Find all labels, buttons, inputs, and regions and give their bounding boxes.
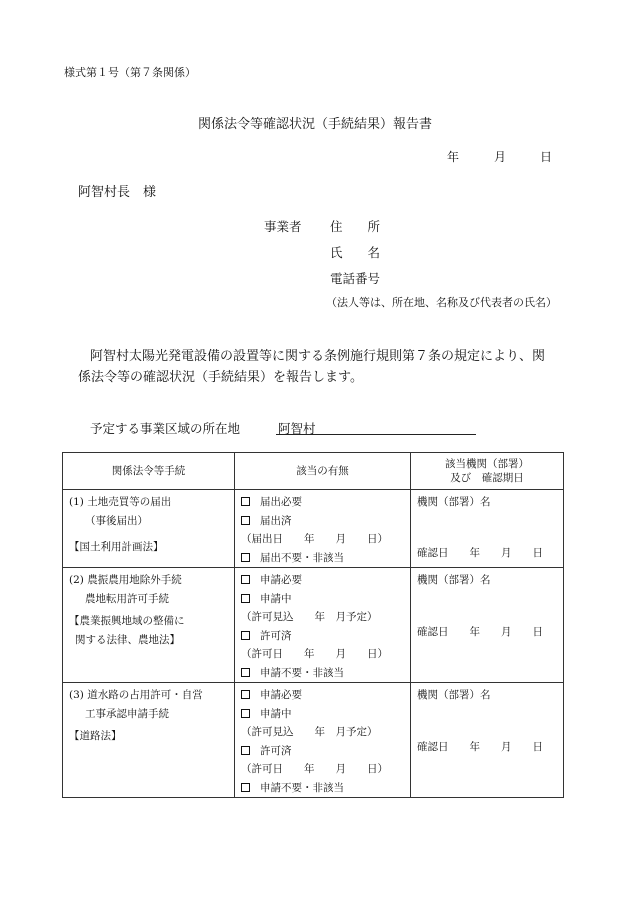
procedure-law: 【道路法】	[69, 730, 122, 742]
procedure-subtitle: 農地転用許可手続	[85, 592, 169, 605]
procedure-cell	[63, 683, 235, 798]
option-expected-line: （許可見込 年 月予定）	[241, 726, 378, 738]
option-label: 申請必要	[260, 689, 302, 701]
table-header-row	[63, 453, 564, 490]
option-label: 申請中	[260, 707, 292, 720]
procedure-subtitle: 工事承認申請手続	[85, 707, 169, 720]
procedure-law-cont: 関する法律、農地法】	[75, 633, 180, 646]
option-date-line: （許可日 年 月 日）	[241, 648, 388, 660]
checkbox-icon[interactable]	[241, 594, 250, 603]
date-day-label: 日	[540, 150, 553, 164]
checkbox-icon[interactable]	[241, 631, 250, 640]
option-checkbox[interactable]	[241, 779, 410, 798]
checkbox-icon[interactable]	[241, 746, 250, 755]
option-checkbox[interactable]	[241, 590, 410, 609]
confirm-date-label: 確認日 年 月 日	[417, 626, 543, 638]
option-checkbox[interactable]	[241, 686, 410, 705]
option-checkbox[interactable]	[241, 493, 410, 512]
option-label: 申請不要・非該当	[260, 666, 344, 679]
procedure-cell	[63, 490, 235, 568]
agency-cell	[411, 490, 564, 568]
header-agency-line1: 該当機関（部署）	[445, 458, 529, 470]
location-underline	[276, 434, 476, 435]
procedure-title: (1) 土地売買等の届出	[69, 496, 172, 508]
name-label: 氏 名	[330, 245, 381, 260]
checkbox-icon[interactable]	[241, 497, 250, 506]
agency-cell	[411, 683, 564, 798]
header-applicability: 該当の有無	[235, 453, 411, 490]
option-label: 申請必要	[260, 574, 302, 586]
procedure-law: 【国土利用計画法】	[69, 541, 164, 553]
document-title: 関係法令等確認状況（手続結果）報告書	[197, 117, 432, 132]
option-label: 許可済	[260, 629, 292, 642]
confirm-date-label: 確認日 年 月 日	[417, 741, 543, 753]
checkbox-icon[interactable]	[241, 783, 250, 792]
phone-label: 電話番号	[330, 271, 381, 286]
header-agency	[411, 453, 564, 490]
location-value: 阿智村	[278, 421, 316, 436]
option-checkbox[interactable]	[241, 571, 410, 590]
checkbox-icon[interactable]	[241, 553, 250, 562]
header-procedures: 関係法令等手続	[63, 453, 235, 490]
agency-label: 機関（部署）名	[417, 689, 491, 701]
checkbox-icon[interactable]	[241, 575, 250, 584]
table-row	[63, 568, 564, 683]
agency-cell	[411, 568, 564, 683]
option-checkbox[interactable]	[241, 627, 410, 646]
checkbox-icon[interactable]	[241, 516, 250, 525]
agency-label: 機関（部署）名	[417, 496, 491, 508]
checkbox-icon[interactable]	[241, 690, 250, 699]
procedure-subtitle: （事後届出）	[85, 514, 148, 527]
body-text: 阿智村太陽光発電設備の設置等に関する条例施行規則第７条の規定により、関係法令等の確認状況（手続結果）を報告します。	[78, 349, 546, 385]
date-year-label: 年	[447, 150, 460, 164]
date-month-label: 月	[494, 150, 507, 164]
checkbox-icon[interactable]	[241, 668, 250, 677]
applicant-label: 事業者	[264, 219, 302, 234]
checkbox-icon[interactable]	[241, 709, 250, 718]
option-checkbox[interactable]	[241, 664, 410, 683]
procedure-title: (2) 農振農用地除外手続	[69, 574, 182, 586]
form-number: 様式第１号（第７条関係）	[64, 66, 196, 79]
option-date-line: （許可日 年 月 日）	[241, 763, 388, 775]
option-label: 許可済	[260, 744, 292, 757]
option-expected-line: （許可見込 年 月予定）	[241, 611, 378, 623]
option-checkbox[interactable]	[241, 512, 410, 531]
option-date-line: （届出日 年 月 日）	[241, 533, 388, 545]
option-label: 届出必要	[260, 496, 302, 508]
table-row	[63, 490, 564, 568]
option-label: 申請中	[260, 592, 292, 605]
location-label: 予定する事業区域の所在地	[90, 421, 241, 436]
procedure-cell	[63, 568, 235, 683]
confirm-date-label: 確認日 年 月 日	[417, 547, 543, 559]
procedure-law: 【農業振興地域の整備に	[69, 615, 185, 627]
option-label: 申請不要・非該当	[260, 781, 344, 794]
option-checkbox[interactable]	[241, 549, 410, 568]
table-row	[63, 683, 564, 798]
option-label: 届出不要・非該当	[260, 551, 344, 564]
header-agency-line2: 及び 確認期日	[450, 472, 524, 484]
address-label: 住 所	[330, 219, 381, 234]
option-checkbox[interactable]	[241, 742, 410, 761]
corporate-note: （法人等は、所在地、名称及び代表者の氏名）	[326, 296, 557, 309]
applicability-cell	[235, 490, 411, 568]
option-checkbox[interactable]	[241, 705, 410, 724]
procedures-table	[62, 452, 564, 798]
procedure-title: (3) 道水路の占用許可・自営	[69, 689, 203, 701]
applicability-cell	[235, 683, 411, 798]
addressee: 阿智村長 様	[78, 185, 157, 200]
applicability-cell	[235, 568, 411, 683]
option-label: 届出済	[260, 514, 292, 527]
agency-label: 機関（部署）名	[417, 574, 491, 586]
